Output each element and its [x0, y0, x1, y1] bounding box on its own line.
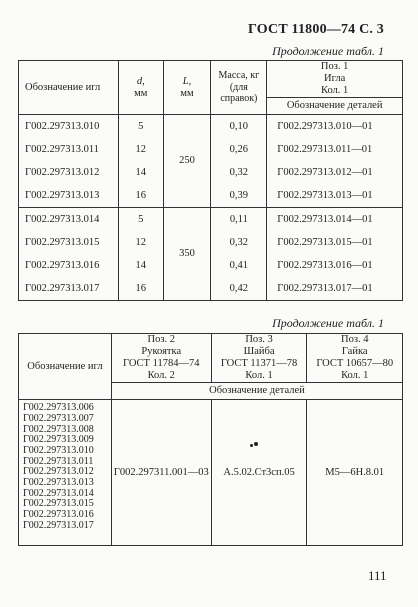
col-mass-header: Масса, кг (для справок) [211, 61, 267, 115]
ink-speck [254, 442, 258, 446]
continuation-label: Продолжение табл. 1 [272, 44, 384, 58]
table-row: Г002.297313.013 16 0,39 Г002.297313.013—01 [19, 184, 403, 208]
table-row: Г002.297313.011 12 0,26 Г002.297313.011—01 [19, 138, 403, 161]
page-header: ГОСТ 11800—74 С. 3 [247, 22, 384, 37]
pos3-detail: А.5.02.Ст3сп.05 [211, 400, 307, 546]
page-number: 111 [368, 568, 387, 583]
col-details-header: Обозначение деталей [111, 383, 402, 400]
table-row: Г002.297313.016 14 0,41 Г002.297313.016—01 [19, 254, 403, 277]
pos2-header: Поз. 2 Рукоятка ГОСТ 11784—74 Кол. 2 [111, 334, 211, 383]
needle-list: Г002.297313.006 Г002.297313.007 Г002.297313.008 Г002.297313.009 Г002.297313.010 Г002.297313.011 Г002.297313.012 Г002.297313.013 Г002.297313.014 Г002.297313.015 Г002.297313.016 Г002.297313.017 [19, 400, 112, 546]
col-pos-header: Поз. 1 Игла Кол. 1 [267, 61, 403, 98]
pos3-header: Поз. 3 Шайба ГОСТ 11371—78 Кол. 1 [211, 334, 307, 383]
col-details-header: Обозначение деталей [267, 98, 403, 115]
table-row: Г002.297313.014 5 350 0,11 Г002.297313.014—01 [19, 208, 403, 232]
pos4-header: Поз. 4 Гайка ГОСТ 10657—80 Кол. 1 [307, 334, 403, 383]
col-name-header: Обозначение игл [19, 61, 119, 115]
table-row: Г002.297313.015 12 0,32 Г002.297313.015—01 [19, 231, 403, 254]
L-value: 250 [163, 115, 211, 208]
ink-speck [250, 444, 253, 447]
pos2-detail: Г002.297311.001—03 [111, 400, 211, 546]
col-d-header: d, мм [118, 61, 163, 115]
pos4-detail: М5—6Н.8.01 [307, 400, 403, 546]
table-row: Г002.297313.017 16 0,42 Г002.297313.017—01 [19, 277, 403, 301]
col-name-header: Обозначение игл [19, 334, 112, 400]
col-L-header: L, мм [163, 61, 211, 115]
L-value: 350 [163, 208, 211, 301]
table-row: Г002.297313.010 5 250 0,10 Г002.297313.010—01 [19, 115, 403, 139]
continuation-label: Продолжение табл. 1 [272, 316, 384, 330]
parts-table [18, 333, 403, 546]
table-row: Г002.297313.012 14 0,32 Г002.297313.012—01 [19, 161, 403, 184]
needle-table [18, 60, 403, 301]
